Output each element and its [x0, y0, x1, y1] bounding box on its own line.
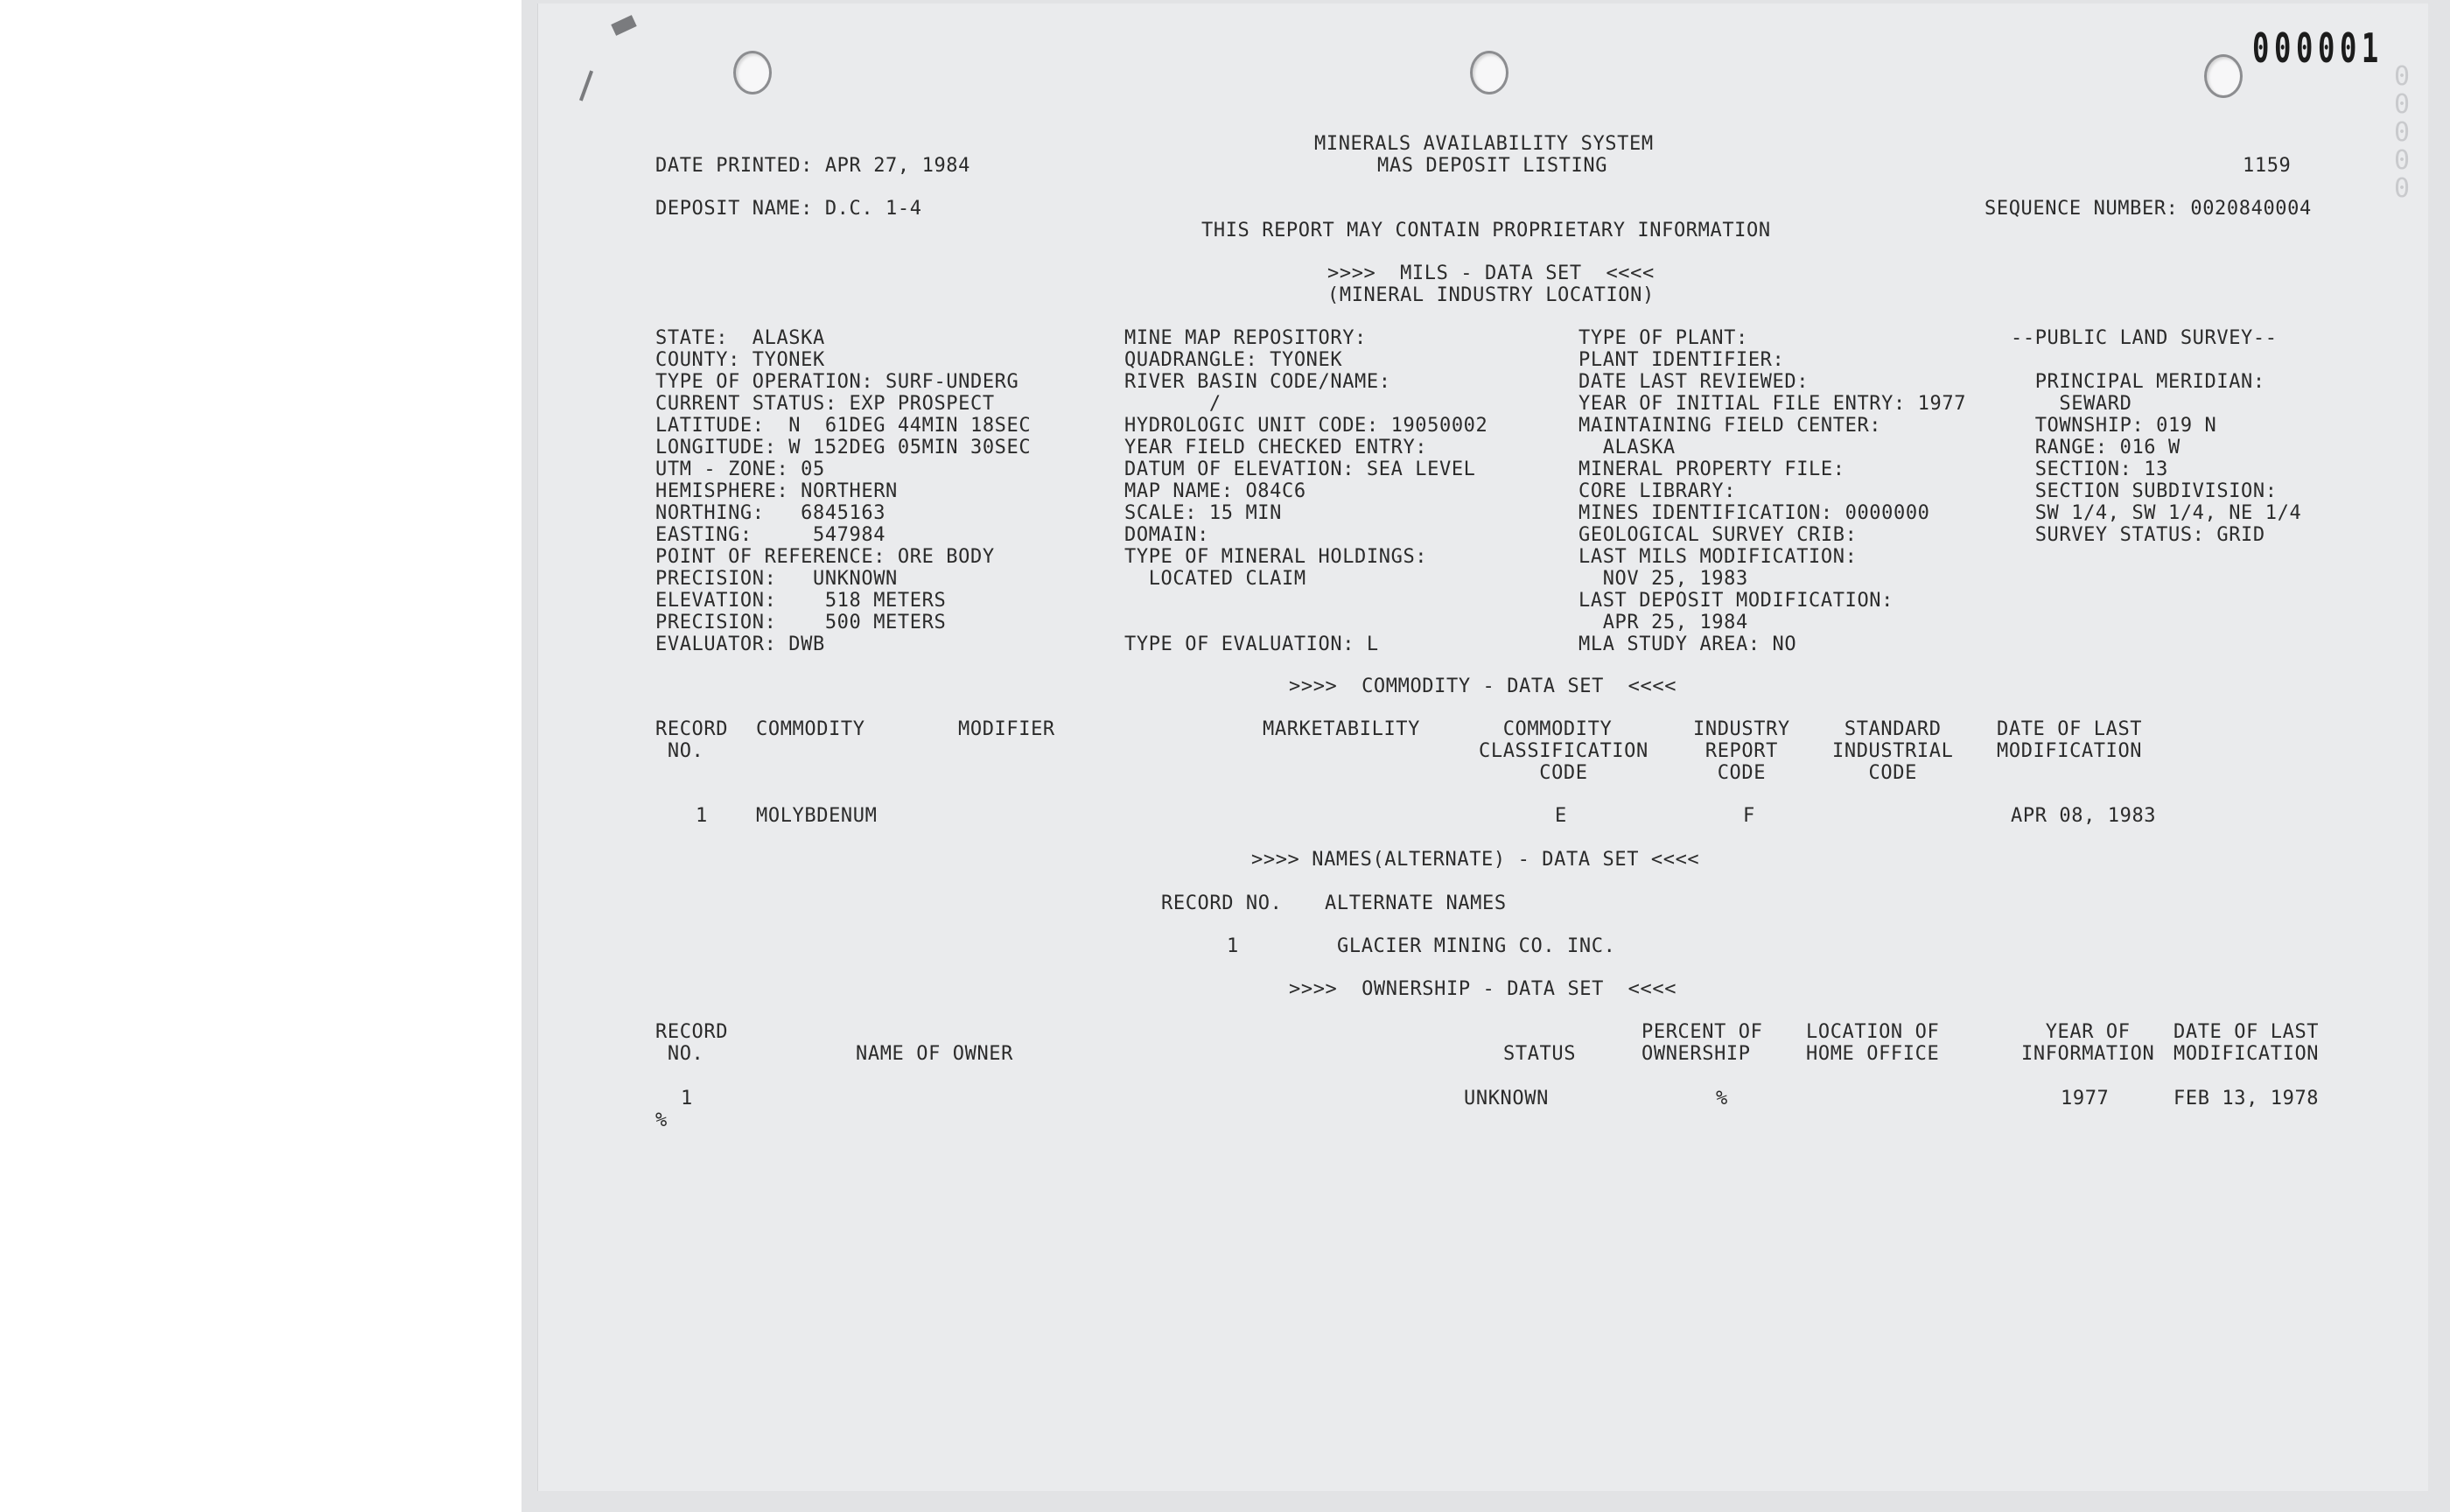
mils-field-line: SEWARD	[2011, 393, 2132, 415]
mils-field-line: NORTHING: 6845163	[655, 502, 886, 524]
commodity-row-classification: E	[1555, 805, 1567, 827]
mils-field-line: SURVEY STATUS: GRID	[2011, 524, 2265, 546]
ownership-heading: >>>> OWNERSHIP - DATA SET <<<<	[1289, 978, 1677, 1000]
ownership-col-owner: NAME OF OWNER	[856, 1043, 1013, 1065]
mils-field-line: LONGITUDE: W 152DEG 05MIN 30SEC	[655, 437, 1032, 458]
names-heading: >>>> NAMES(ALTERNATE) - DATA SET <<<<	[1251, 849, 1700, 871]
mils-field-line: PRECISION: 500 METERS	[655, 612, 947, 634]
mils-field-line: /	[1124, 393, 1222, 415]
mils-field-line: EASTING: 547984	[655, 524, 886, 546]
mils-field-line: QUADRANGLE: TYONEK	[1124, 349, 1343, 371]
ownership-col-date: DATE OF LAST MODIFICATION	[2174, 1021, 2320, 1065]
mils-field-line: CORE LIBRARY:	[1578, 480, 1736, 502]
mils-field-line: MINES IDENTIFICATION: 0000000	[1578, 502, 1930, 524]
mils-field-line: ALASKA	[1578, 437, 1676, 458]
mils-heading: >>>> MILS - DATA SET <<<<	[1327, 262, 1655, 284]
names-row-no: 1	[1227, 935, 1239, 957]
commodity-col-commodity: COMMODITY	[756, 718, 865, 740]
deposit-name: DEPOSIT NAME: D.C. 1-4	[655, 198, 922, 220]
mils-field-line: YEAR OF INITIAL FILE ENTRY: 1977	[1578, 393, 1967, 415]
page-number: 1159	[2243, 155, 2292, 177]
mils-field-line: RANGE: 016 W	[2011, 437, 2180, 458]
public-land-survey-column	[2011, 327, 2301, 546]
mils-field-line: LATITUDE: N 61DEG 44MIN 18SEC	[655, 415, 1032, 437]
mils-field-line: STATE: ALASKA	[655, 327, 825, 349]
names-row-name: GLACIER MINING CO. INC.	[1337, 935, 1616, 957]
mils-map-column	[1124, 327, 1488, 655]
mils-field-line	[1124, 590, 1488, 612]
ownership-row-no: 1	[681, 1088, 693, 1110]
ownership-col-status: STATUS	[1503, 1043, 1577, 1065]
commodity-col-marketability: MARKETABILITY	[1263, 718, 1420, 740]
mils-field-line: MLA STUDY AREA: NO	[1578, 634, 1797, 655]
commodity-col-classification: COMMODITY CLASSIFICATION CODE	[1479, 718, 1648, 784]
mils-field-line: SECTION SUBDIVISION:	[2011, 480, 2278, 502]
mils-field-line: MINE MAP REPOSITORY:	[1124, 327, 1367, 349]
mils-field-line: PRINCIPAL MERIDIAN:	[2011, 371, 2265, 393]
mils-field-line: DOMAIN:	[1124, 524, 1209, 546]
mils-field-line: TYPE OF OPERATION: SURF-UNDERG	[655, 371, 1019, 393]
punch-hole-left	[733, 51, 772, 94]
mils-field-line	[2011, 349, 2301, 371]
mils-field-line: YEAR FIELD CHECKED ENTRY:	[1124, 437, 1428, 458]
mils-field-line	[1124, 612, 1488, 634]
mils-field-line: SECTION: 13	[2011, 458, 2168, 480]
names-col-record: RECORD NO.	[1161, 892, 1283, 914]
mils-field-line: RIVER BASIN CODE/NAME:	[1124, 371, 1391, 393]
mils-field-line: UTM - ZONE: 05	[655, 458, 825, 480]
date-printed: DATE PRINTED: APR 27, 1984	[655, 155, 970, 177]
names-col-alternate: ALTERNATE NAMES	[1325, 892, 1507, 914]
mils-field-line: COUNTY: TYONEK	[655, 349, 825, 371]
commodity-heading: >>>> COMMODITY - DATA SET <<<<	[1289, 676, 1677, 697]
commodity-col-standard: STANDARD INDUSTRIAL CODE	[1832, 718, 1954, 784]
mils-field-line: TOWNSHIP: 019 N	[2011, 415, 2217, 437]
punch-hole-center	[1470, 51, 1508, 94]
mils-field-line: DATE LAST REVIEWED:	[1578, 371, 1810, 393]
mils-field-line: LAST MILS MODIFICATION:	[1578, 546, 1858, 568]
sequence-number: SEQUENCE NUMBER: 0020840004	[1984, 198, 2312, 220]
document-number-stamp: 000001	[2252, 24, 2384, 72]
mils-field-line: ELEVATION: 518 METERS	[655, 590, 947, 612]
mils-subheading: (MINERAL INDUSTRY LOCATION)	[1327, 284, 1655, 306]
mils-field-line: NOV 25, 1983	[1578, 568, 1748, 590]
ownership-row-percent: %	[1716, 1088, 1728, 1110]
commodity-col-industry: INDUSTRY REPORT CODE	[1693, 718, 1790, 784]
commodity-col-record: RECORD NO.	[655, 718, 729, 762]
system-title: MINERALS AVAILABILITY SYSTEM	[1314, 133, 1654, 155]
ownership-col-year: YEAR OF INFORMATION	[2021, 1021, 2155, 1065]
ownership-footer-mark: %	[655, 1110, 668, 1131]
mils-field-line: TYPE OF EVALUATION: L	[1124, 634, 1379, 655]
mils-field-line: POINT OF REFERENCE: ORE BODY	[655, 546, 995, 568]
commodity-col-modifier: MODIFIER	[958, 718, 1055, 740]
commodity-row-industry: F	[1743, 805, 1755, 827]
mils-field-line: PRECISION: UNKNOWN	[655, 568, 898, 590]
mils-field-line: TYPE OF PLANT:	[1578, 327, 1748, 349]
mils-field-line: EVALUATOR: DWB	[655, 634, 825, 655]
punch-hole-right	[2204, 54, 2243, 98]
mils-field-line: MINERAL PROPERTY FILE:	[1578, 458, 1845, 480]
mils-field-line: DATUM OF ELEVATION: SEA LEVEL	[1124, 458, 1476, 480]
mils-field-line: TYPE OF MINERAL HOLDINGS:	[1124, 546, 1428, 568]
proprietary-notice: THIS REPORT MAY CONTAIN PROPRIETARY INFORMATION	[1201, 220, 1771, 242]
mils-field-line: HEMISPHERE: NORTHERN	[655, 480, 898, 502]
ownership-row-status: UNKNOWN	[1464, 1088, 1549, 1110]
commodity-row-date: APR 08, 1983	[2011, 805, 2157, 827]
mils-field-line: MAINTAINING FIELD CENTER:	[1578, 415, 1882, 437]
mils-field-line: SCALE: 15 MIN	[1124, 502, 1282, 524]
ownership-col-location: LOCATION OF HOME OFFICE	[1806, 1021, 1940, 1065]
listing-title: MAS DEPOSIT LISTING	[1377, 155, 1608, 177]
mils-field-line: LOCATED CLAIM	[1124, 568, 1306, 590]
mils-field-line: GEOLOGICAL SURVEY CRIB:	[1578, 524, 1858, 546]
mils-field-line: LAST DEPOSIT MODIFICATION:	[1578, 590, 1894, 612]
bleed-through-numbers: 0 0 0 0 0	[2393, 61, 2411, 204]
commodity-row-name: MOLYBDENUM	[756, 805, 878, 827]
commodity-col-date: DATE OF LAST MODIFICATION	[1997, 718, 2143, 762]
mils-location-column	[655, 327, 1031, 655]
mils-field-line: SW 1/4, SW 1/4, NE 1/4	[2011, 502, 2302, 524]
mils-field-line: --PUBLIC LAND SURVEY--	[2011, 327, 2278, 349]
ownership-row-year: 1977	[2061, 1088, 2110, 1110]
mils-field-line: HYDROLOGIC UNIT CODE: 19050002	[1124, 415, 1488, 437]
mils-field-line: PLANT IDENTIFIER:	[1578, 349, 1785, 371]
ownership-col-record: RECORD NO.	[655, 1021, 729, 1065]
mils-plant-column	[1578, 327, 1966, 655]
mils-field-line: MAP NAME: O84C6	[1124, 480, 1306, 502]
commodity-row-no: 1	[696, 805, 708, 827]
ownership-row-date: FEB 13, 1978	[2174, 1088, 2320, 1110]
mils-field-line: CURRENT STATUS: EXP PROSPECT	[655, 393, 995, 415]
ownership-col-percent: PERCENT OF OWNERSHIP	[1642, 1021, 1763, 1065]
mils-field-line: APR 25, 1984	[1578, 612, 1748, 634]
